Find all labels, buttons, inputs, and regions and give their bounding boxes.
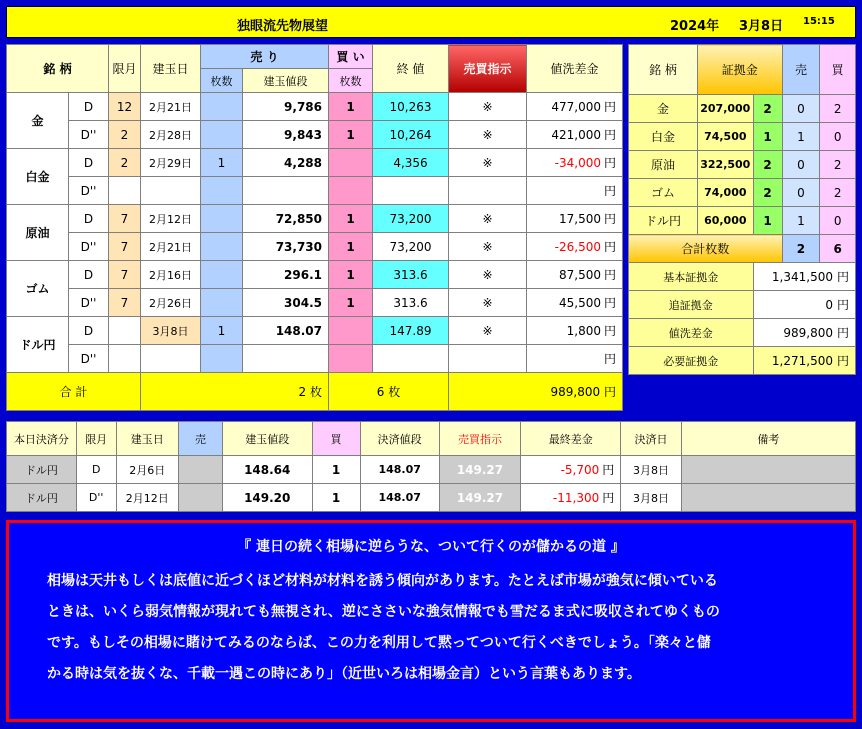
yen-unit: 円 — [603, 100, 616, 114]
settle-buy: 1 — [312, 456, 360, 484]
close-price: 10,264 — [373, 121, 449, 149]
position-date: 2月12日 — [141, 205, 201, 233]
summary-value: 0 — [825, 298, 833, 312]
trade-signal: ※ — [449, 261, 527, 289]
settle-entry-price: 149.20 — [222, 484, 312, 512]
total-buy-unit: 枚 — [388, 385, 401, 399]
sell-count — [201, 233, 243, 261]
contract-month — [109, 317, 141, 345]
header-year: 2024年 — [670, 19, 720, 34]
margin-buy: 0 — [820, 207, 856, 235]
contract-month: 7 — [109, 289, 141, 317]
summary-label: 基本証拠金 — [629, 263, 754, 291]
margin-buy: 2 — [820, 179, 856, 207]
commentary-heading: 『 連日の続く相場に逆らうな、ついて行くのが儲かるの道 』 — [237, 539, 625, 555]
table-row — [7, 93, 623, 121]
summary-value: 1,341,500 — [771, 270, 833, 284]
total-label: 合 計 — [7, 373, 141, 411]
total-buy-cell — [329, 373, 449, 411]
summary-value-cell — [753, 347, 855, 375]
contract-type: D — [69, 261, 109, 289]
yen-unit: 円 — [603, 324, 616, 338]
summary-row — [629, 347, 856, 375]
settle-date: 2月12日 — [116, 484, 179, 512]
contract-month: 7 — [109, 205, 141, 233]
settle-header: 決済日 — [621, 422, 681, 456]
position-date: 2月29日 — [141, 149, 201, 177]
entry-price: 304.5 — [243, 289, 329, 317]
commodity-name: ドル円 — [7, 317, 69, 373]
settlement-table — [6, 421, 856, 512]
summary-row — [629, 291, 856, 319]
yen-unit: 円 — [603, 268, 616, 282]
margin-count: 2 — [753, 179, 782, 207]
commodity-name: 原油 — [7, 205, 69, 261]
mark-to-market-cell — [527, 345, 623, 373]
yen-unit: 円 — [603, 156, 616, 170]
margin-sell: 0 — [782, 95, 820, 123]
position-date — [141, 177, 201, 205]
side-header-kai: 買 — [820, 45, 856, 95]
commentary-line: かる時は気を抜くな、千載一遇この時にあり」（近世いろは相場金言）という言葉もあります。 — [47, 666, 641, 682]
header-tategyokubi: 建玉日 — [141, 45, 201, 93]
margin-buy: 2 — [820, 151, 856, 179]
close-price — [373, 177, 449, 205]
yen-unit: 円 — [836, 354, 849, 368]
settle-commodity: ドル円 — [7, 484, 77, 512]
trade-signal: ※ — [449, 149, 527, 177]
trade-signal — [449, 345, 527, 373]
close-price: 73,200 — [373, 233, 449, 261]
summary-row — [629, 319, 856, 347]
yen-unit: 円 — [603, 352, 616, 366]
yen-unit: 円 — [603, 240, 616, 254]
mark-to-market: 477,000 — [551, 100, 601, 114]
entry-price — [243, 345, 329, 373]
side-total-label: 合計枚数 — [629, 235, 783, 263]
settle-header: 建玉値段 — [222, 422, 312, 456]
table-row — [7, 121, 623, 149]
mark-to-market-cell — [527, 233, 623, 261]
contract-type: D — [69, 317, 109, 345]
sell-count — [201, 345, 243, 373]
margin-buy: 0 — [820, 123, 856, 151]
close-price: 313.6 — [373, 289, 449, 317]
commodity-name: 白金 — [7, 149, 69, 205]
side-header-shokokin: 証拠金 — [697, 45, 782, 95]
mark-to-market-cell — [527, 317, 623, 345]
side-header-uri: 売 — [782, 45, 820, 95]
entry-price: 296.1 — [243, 261, 329, 289]
margin-commodity: ドル円 — [629, 207, 698, 235]
position-date: 2月21日 — [141, 93, 201, 121]
contract-type: D'' — [69, 289, 109, 317]
header-buy-count: 枚数 — [329, 69, 373, 93]
settle-diff-cell — [521, 484, 621, 512]
trade-signal: ※ — [449, 121, 527, 149]
mark-to-market-cell — [527, 205, 623, 233]
margin-amount: 207,000 — [697, 95, 753, 123]
margin-amount: 322,500 — [697, 151, 753, 179]
buy-count: 1 — [329, 205, 373, 233]
sell-count — [201, 121, 243, 149]
contract-type: D'' — [69, 177, 109, 205]
mark-to-market-cell — [527, 177, 623, 205]
settle-signal: 149.27 — [439, 484, 520, 512]
sell-count: 1 — [201, 149, 243, 177]
total-diff: 989,800 — [550, 385, 601, 399]
trade-signal: ※ — [449, 205, 527, 233]
entry-price: 4,288 — [243, 149, 329, 177]
header-nearai: 値洗差金 — [527, 45, 623, 93]
side-total-buy: 6 — [820, 235, 856, 263]
close-price: 147.89 — [373, 317, 449, 345]
buy-count: 1 — [329, 233, 373, 261]
settle-diff: -11,300 — [552, 491, 600, 505]
margin-buy: 2 — [820, 95, 856, 123]
trade-signal: ※ — [449, 233, 527, 261]
margin-sell: 0 — [782, 151, 820, 179]
sell-count: 1 — [201, 317, 243, 345]
entry-price — [243, 177, 329, 205]
mark-to-market-cell — [527, 121, 623, 149]
settle-header: 備考 — [681, 422, 855, 456]
settle-close: 148.07 — [360, 484, 439, 512]
total-diff-cell — [449, 373, 623, 411]
mark-to-market: 45,500 — [558, 296, 601, 310]
settle-sell — [179, 484, 223, 512]
buy-count — [329, 177, 373, 205]
summary-value-cell — [753, 319, 855, 347]
settle-header: 建玉日 — [116, 422, 179, 456]
position-date: 2月26日 — [141, 289, 201, 317]
commentary-line: です。もしその相場に賭けてみるのならば、この力を利用して黙ってついて行くべきでしょう。「楽々と儲 — [47, 635, 711, 651]
position-date: 3月8日 — [141, 317, 201, 345]
sell-count — [201, 177, 243, 205]
table-row — [7, 205, 623, 233]
header-kai: 買 い — [329, 45, 373, 69]
commentary-line: 相場は天井もしくは底値に近づくほど材料が材料を誘う傾向があります。たとえば市場が強気に傾いている — [47, 573, 718, 589]
margin-amount: 74,000 — [697, 179, 753, 207]
buy-count: 1 — [329, 121, 373, 149]
settle-header: 限月 — [76, 422, 116, 456]
buy-count: 1 — [329, 261, 373, 289]
summary-label: 必要証拠金 — [629, 347, 754, 375]
trade-signal: ※ — [449, 93, 527, 121]
mark-to-market: 87,500 — [558, 268, 601, 282]
mark-to-market-cell — [527, 93, 623, 121]
margin-amount: 74,500 — [697, 123, 753, 151]
margin-row — [629, 151, 856, 179]
settle-header: 売 — [179, 422, 223, 456]
margin-sell: 1 — [782, 123, 820, 151]
contract-month: 2 — [109, 121, 141, 149]
settle-commodity: ドル円 — [7, 456, 77, 484]
entry-price: 73,730 — [243, 233, 329, 261]
mark-to-market-cell — [527, 261, 623, 289]
trade-signal: ※ — [449, 289, 527, 317]
header-sell-count: 枚数 — [201, 69, 243, 93]
margin-sell: 0 — [782, 179, 820, 207]
margin-count: 2 — [753, 95, 782, 123]
settle-entry-price: 148.64 — [222, 456, 312, 484]
contract-month — [109, 177, 141, 205]
settle-signal: 149.27 — [439, 456, 520, 484]
yen-unit: 円 — [836, 270, 849, 284]
contract-month: 2 — [109, 149, 141, 177]
contract-type: D — [69, 93, 109, 121]
mark-to-market: 1,800 — [566, 324, 601, 338]
mark-to-market: 421,000 — [551, 128, 601, 142]
settle-type: D — [76, 456, 116, 484]
buy-count — [329, 149, 373, 177]
settle-row — [7, 484, 856, 512]
contract-month — [109, 345, 141, 373]
total-yen: 円 — [603, 385, 616, 399]
contract-type: D'' — [69, 233, 109, 261]
mark-to-market: 17,500 — [558, 212, 601, 226]
title-bar — [6, 6, 856, 38]
sell-count — [201, 261, 243, 289]
total-sell-unit: 枚 — [309, 385, 322, 399]
entry-price: 148.07 — [243, 317, 329, 345]
sell-count — [201, 205, 243, 233]
contract-month: 12 — [109, 93, 141, 121]
mark-to-market-cell — [527, 289, 623, 317]
app-title: 独眼流先物展望 — [237, 19, 329, 34]
trade-signal — [449, 177, 527, 205]
margin-row — [629, 123, 856, 151]
commodity-name: ゴム — [7, 261, 69, 317]
mark-to-market: -26,500 — [554, 240, 601, 254]
close-price: 4,356 — [373, 149, 449, 177]
settle-diff: -5,700 — [560, 463, 600, 477]
settle-date: 2月6日 — [116, 456, 179, 484]
position-date: 2月16日 — [141, 261, 201, 289]
yen-unit: 円 — [602, 491, 615, 505]
buy-count — [329, 317, 373, 345]
header-tatene: 建玉値段 — [243, 69, 329, 93]
commentary-box — [6, 520, 856, 722]
margin-count: 2 — [753, 151, 782, 179]
header-uri: 売 り — [201, 45, 329, 69]
trade-signal: ※ — [449, 317, 527, 345]
yen-unit: 円 — [602, 463, 615, 477]
margin-amount: 60,000 — [697, 207, 753, 235]
position-date: 2月21日 — [141, 233, 201, 261]
close-price: 10,263 — [373, 93, 449, 121]
table-row — [7, 177, 623, 205]
sell-count — [201, 93, 243, 121]
settle-row — [7, 456, 856, 484]
summary-value: 1,271,500 — [771, 354, 833, 368]
contract-type: D — [69, 205, 109, 233]
margin-row — [629, 179, 856, 207]
table-row — [7, 261, 623, 289]
commodity-name: 金 — [7, 93, 69, 149]
side-header-meigara: 銘 柄 — [629, 45, 698, 95]
entry-price: 9,843 — [243, 121, 329, 149]
settle-buy: 1 — [312, 484, 360, 512]
settle-sell — [179, 456, 223, 484]
table-row — [7, 289, 623, 317]
close-price — [373, 345, 449, 373]
header-date: 3月8日 — [739, 19, 784, 34]
margin-count: 1 — [753, 207, 782, 235]
side-total-sell: 2 — [782, 235, 820, 263]
margin-table — [628, 44, 856, 375]
positions-table — [6, 44, 623, 411]
settle-notes — [681, 484, 855, 512]
contract-type: D — [69, 149, 109, 177]
commentary-text — [9, 566, 853, 690]
buy-count — [329, 345, 373, 373]
table-row — [7, 317, 623, 345]
settle-notes — [681, 456, 855, 484]
commentary-line: ときは、いくら弱気情報が現れても無視され、逆にささいな強気情報でも雪だるま式に吸収されてゆくもの — [47, 604, 720, 620]
margin-row — [629, 207, 856, 235]
contract-month: 7 — [109, 233, 141, 261]
close-price: 313.6 — [373, 261, 449, 289]
margin-commodity: 原油 — [629, 151, 698, 179]
close-price: 73,200 — [373, 205, 449, 233]
buy-count: 1 — [329, 93, 373, 121]
total-sell: 2 — [298, 385, 307, 399]
table-row — [7, 233, 623, 261]
table-row — [7, 345, 623, 373]
summary-label: 値洗差金 — [629, 319, 754, 347]
contract-type: D'' — [69, 121, 109, 149]
total-sell-cell — [141, 373, 329, 411]
header-meigara: 銘 柄 — [7, 45, 109, 93]
position-date — [141, 345, 201, 373]
margin-row — [629, 95, 856, 123]
settle-day: 3月8日 — [621, 456, 681, 484]
yen-unit: 円 — [603, 184, 616, 198]
settle-header: 最終差金 — [521, 422, 621, 456]
header-gengetsu: 限月 — [109, 45, 141, 93]
contract-month: 7 — [109, 261, 141, 289]
yen-unit: 円 — [603, 296, 616, 310]
summary-value: 989,800 — [783, 326, 833, 340]
contract-type: D'' — [69, 345, 109, 373]
settle-close: 148.07 — [360, 456, 439, 484]
yen-unit: 円 — [603, 128, 616, 142]
settle-header: 買 — [312, 422, 360, 456]
entry-price: 72,850 — [243, 205, 329, 233]
mark-to-market-cell — [527, 149, 623, 177]
settle-header: 売買指示 — [439, 422, 520, 456]
yen-unit: 円 — [603, 212, 616, 226]
yen-unit: 円 — [836, 298, 849, 312]
settle-diff-cell — [521, 456, 621, 484]
summary-label: 追証拠金 — [629, 291, 754, 319]
summary-value-cell — [753, 263, 855, 291]
settle-day: 3月8日 — [621, 484, 681, 512]
total-buy: 6 — [376, 385, 385, 399]
header-baibai: 売買指示 — [449, 45, 527, 93]
settle-header: 決済値段 — [360, 422, 439, 456]
header-owarine: 終 値 — [373, 45, 449, 93]
yen-unit: 円 — [836, 326, 849, 340]
settle-type: D'' — [76, 484, 116, 512]
sell-count — [201, 289, 243, 317]
buy-count: 1 — [329, 289, 373, 317]
margin-count: 1 — [753, 123, 782, 151]
mark-to-market: -34,000 — [554, 156, 601, 170]
header-time: 15:15 — [803, 16, 835, 27]
entry-price: 9,786 — [243, 93, 329, 121]
margin-sell: 1 — [782, 207, 820, 235]
margin-commodity: 白金 — [629, 123, 698, 151]
margin-commodity: 金 — [629, 95, 698, 123]
position-date: 2月28日 — [141, 121, 201, 149]
settle-header: 本日決済分 — [7, 422, 77, 456]
margin-commodity: ゴム — [629, 179, 698, 207]
table-row — [7, 149, 623, 177]
summary-row — [629, 263, 856, 291]
summary-value-cell — [753, 291, 855, 319]
